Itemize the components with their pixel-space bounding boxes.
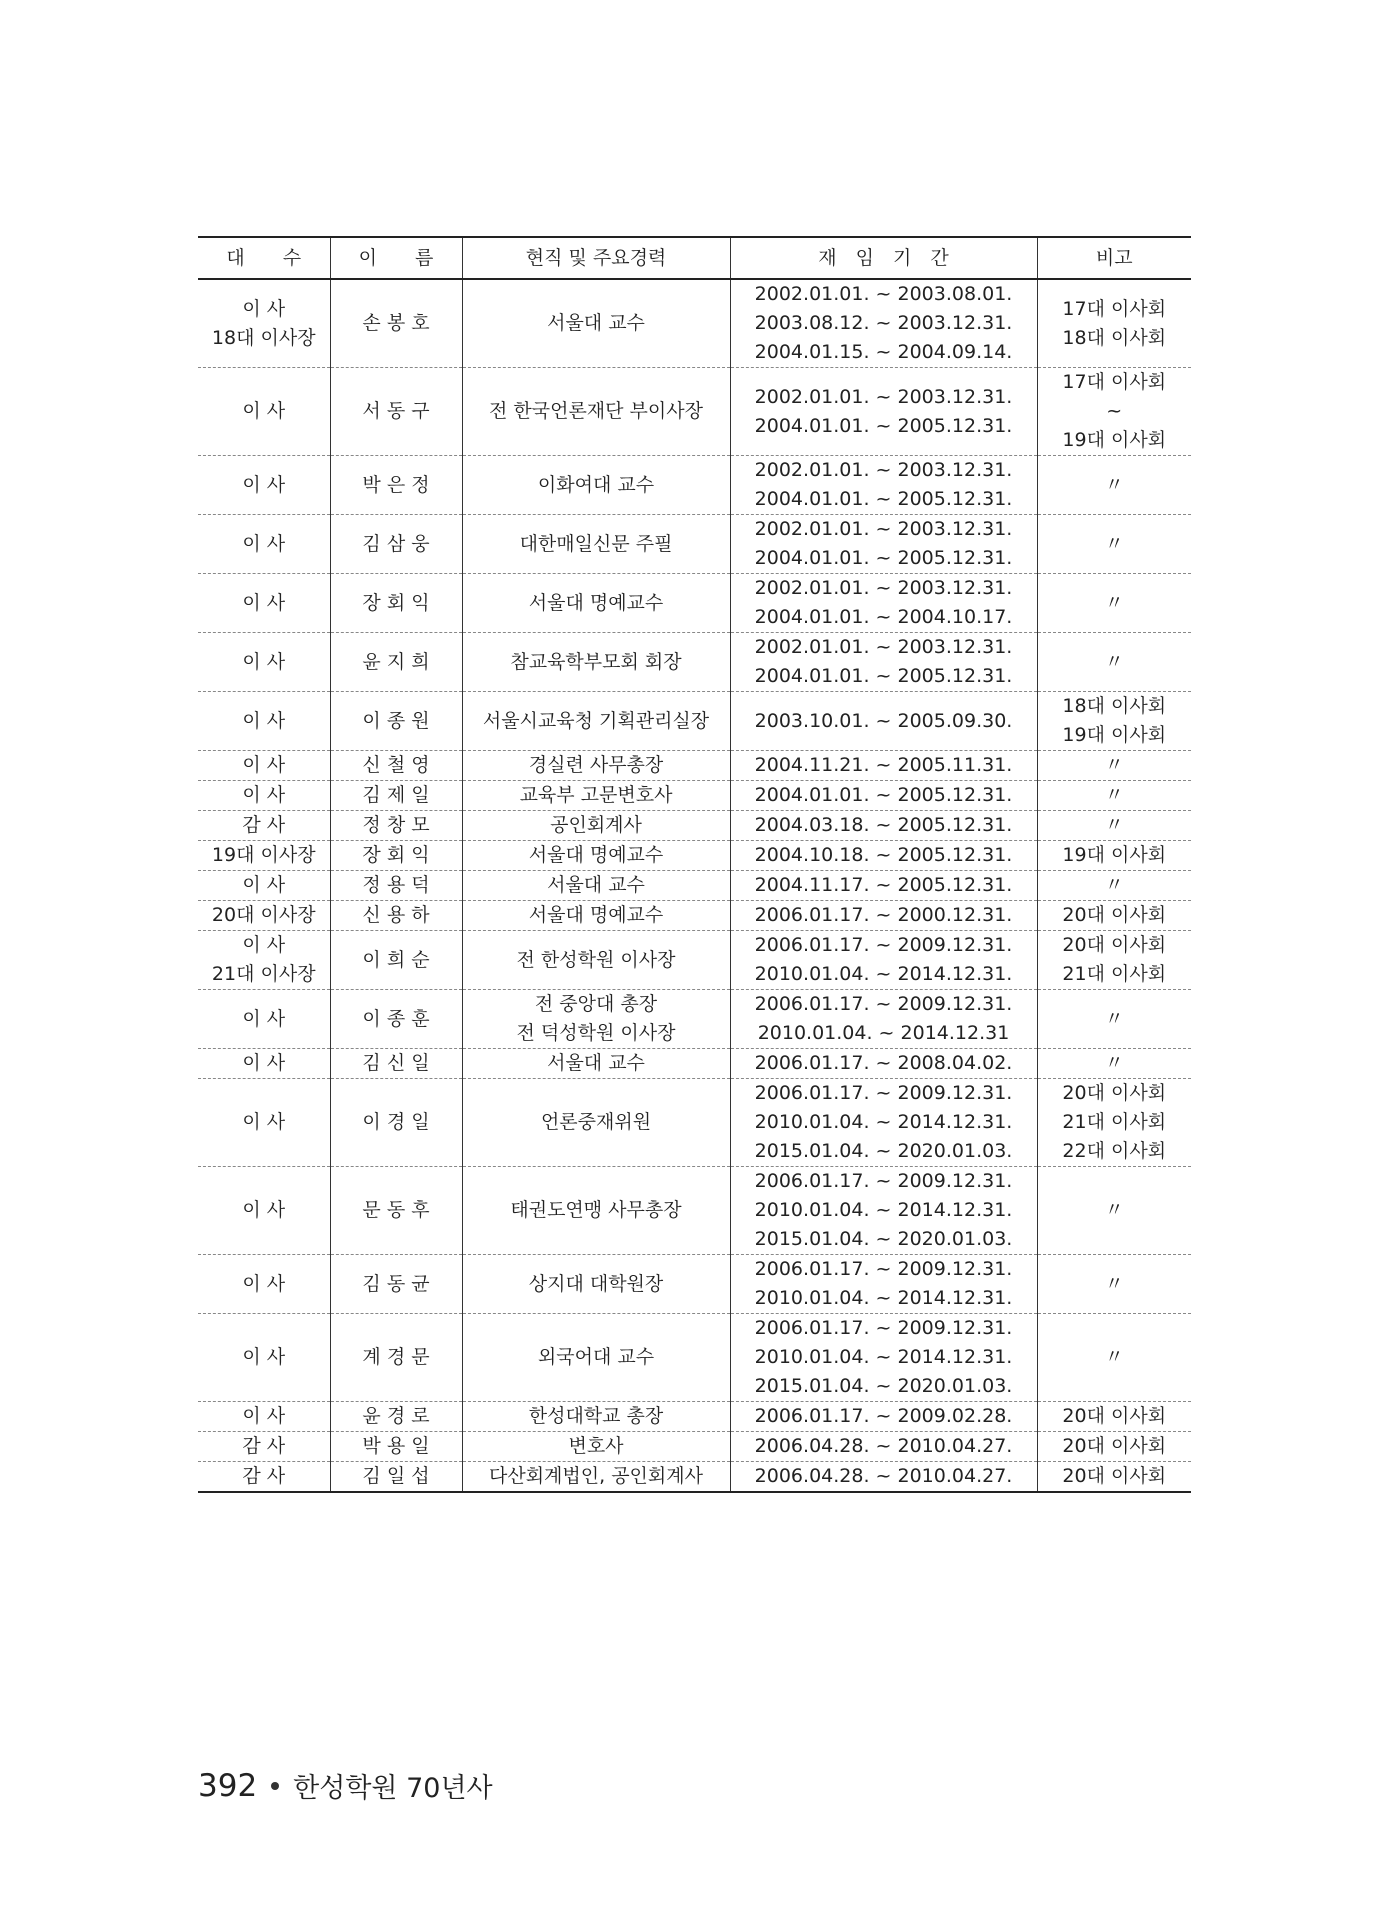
career-cell-line: 상지대 대학원장 xyxy=(528,1272,664,1295)
note-cell-line: 19대 이사회 xyxy=(1062,724,1167,746)
name-cell xyxy=(330,1402,462,1432)
career-cell-line: 서울대 교수 xyxy=(547,874,645,896)
rank-cell-line: 이 사 xyxy=(242,1199,286,1221)
note-cell-line: 22대 이사회 xyxy=(1062,1140,1167,1162)
career-cell-line: 공인회계사 xyxy=(550,814,642,836)
rank-cell-line: 이 사 xyxy=(242,709,286,732)
period-cell-line: 2003.10.01. ~ 2005.09.30. xyxy=(754,709,1013,732)
rank-cell xyxy=(198,781,330,811)
rank-cell-line: 이 사 xyxy=(242,400,286,422)
note-cell-line: 21대 이사회 xyxy=(1062,1111,1167,1133)
note-cell-line: 20대 이사회 xyxy=(1062,1435,1167,1457)
career-cell xyxy=(462,871,730,901)
name-cell-line: 박 용 일 xyxy=(362,1435,430,1457)
rank-cell-line: 이 사 xyxy=(242,532,286,555)
career-cell xyxy=(462,811,730,841)
note-cell xyxy=(1037,633,1191,692)
period-cell-line: 2004.01.01. ~ 2005.12.31. xyxy=(754,784,1013,806)
name-cell-line: 신 철 영 xyxy=(362,754,430,776)
note-cell-line: 〃 xyxy=(1104,1052,1124,1074)
period-cell-line: 2004.11.17. ~ 2005.12.31. xyxy=(754,874,1013,896)
rank-cell-line: 이 사 xyxy=(242,473,286,496)
career-cell-line: 이화여대 교수 xyxy=(537,473,655,496)
rank-cell-line: 19대 이사장 xyxy=(211,844,316,866)
name-cell xyxy=(330,1049,462,1079)
note-cell-line: 〃 xyxy=(1104,784,1124,806)
period-cell-line: 2004.01.01. ~ 2005.12.31. xyxy=(754,547,1013,569)
note-cell-line: 19대 이사회 xyxy=(1062,429,1167,451)
note-cell-line: 20대 이사회 xyxy=(1062,904,1167,926)
name-cell-line: 김 일 섭 xyxy=(362,1465,430,1487)
note-cell xyxy=(1037,781,1191,811)
note-cell-line: 〃 xyxy=(1104,1199,1124,1221)
name-cell xyxy=(330,1432,462,1462)
period-cell-line: 2006.01.17. ~ 2000.12.31. xyxy=(754,904,1013,926)
table-row xyxy=(198,1255,1191,1314)
name-cell-line: 정 창 모 xyxy=(362,814,430,836)
table-row xyxy=(198,574,1191,633)
table-row xyxy=(198,751,1191,781)
board-members-table xyxy=(198,236,1191,1493)
table-header xyxy=(198,237,1191,279)
name-cell xyxy=(330,990,462,1049)
name-cell-line: 윤 경 로 xyxy=(362,1405,430,1427)
name-cell xyxy=(330,931,462,990)
note-cell-line: 〃 xyxy=(1104,473,1124,496)
career-cell-line: 서울대 명예교수 xyxy=(528,904,664,926)
name-cell xyxy=(330,368,462,456)
period-cell xyxy=(730,1255,1037,1314)
note-cell xyxy=(1037,1079,1191,1167)
rank-cell-line: 감 사 xyxy=(242,814,286,836)
name-cell xyxy=(330,515,462,574)
rank-cell-line: 이 사 xyxy=(242,591,286,614)
note-cell xyxy=(1037,751,1191,781)
table-row xyxy=(198,456,1191,515)
note-cell xyxy=(1037,1314,1191,1402)
period-cell xyxy=(730,811,1037,841)
note-cell xyxy=(1037,279,1191,368)
name-cell-line: 이 종 훈 xyxy=(362,1007,430,1030)
period-cell-line: 2004.10.18. ~ 2005.12.31. xyxy=(754,844,1013,866)
rank-cell-line: 이 사 xyxy=(242,874,286,896)
period-cell-line: 2015.01.04. ~ 2020.01.03. xyxy=(754,1140,1013,1162)
name-cell-line: 이 희 순 xyxy=(362,948,430,971)
note-cell xyxy=(1037,990,1191,1049)
career-cell-line: 서울대 명예교수 xyxy=(528,844,664,866)
note-cell-line: 20대 이사회 xyxy=(1062,1082,1167,1104)
career-cell xyxy=(462,1314,730,1402)
career-cell-line: 언론중재위원 xyxy=(540,1111,652,1133)
period-cell-line: 2006.01.17. ~ 2009.12.31. xyxy=(754,1082,1013,1104)
note-cell-line: 18대 이사회 xyxy=(1062,326,1167,349)
rank-cell xyxy=(198,1462,330,1493)
rank-cell xyxy=(198,751,330,781)
note-cell-line: 17대 이사회 xyxy=(1062,297,1167,320)
rank-cell-line: 감 사 xyxy=(242,1465,286,1487)
rank-cell xyxy=(198,990,330,1049)
rank-cell-line: 이 사 xyxy=(242,934,286,956)
career-cell-line: 서울대 교수 xyxy=(547,312,645,334)
period-cell-line: 2002.01.01. ~ 2003.12.31. xyxy=(754,385,1013,408)
name-cell xyxy=(330,1462,462,1493)
table-row xyxy=(198,1079,1191,1167)
career-cell xyxy=(462,456,730,515)
career-cell xyxy=(462,1462,730,1493)
period-cell xyxy=(730,1049,1037,1079)
name-cell xyxy=(330,456,462,515)
period-cell-line: 2004.03.18. ~ 2005.12.31. xyxy=(754,814,1013,836)
note-cell-line: 〃 xyxy=(1104,1272,1124,1295)
career-cell-line: 전 덕성학원 이사장 xyxy=(516,1022,676,1044)
note-cell-line: 〃 xyxy=(1104,1007,1124,1030)
career-cell xyxy=(462,279,730,368)
career-cell xyxy=(462,781,730,811)
period-cell-line: 2004.01.01. ~ 2005.12.31. xyxy=(754,414,1013,437)
name-cell-line: 문 동 후 xyxy=(362,1199,430,1221)
note-cell-line: 17대 이사회 xyxy=(1062,371,1167,393)
header-period: 재 임 기 간 xyxy=(730,237,1037,279)
bullet-icon xyxy=(271,1782,279,1790)
rank-cell xyxy=(198,1402,330,1432)
rank-cell xyxy=(198,901,330,931)
header-row xyxy=(198,237,1191,279)
note-cell xyxy=(1037,1432,1191,1462)
book-title: 한성학원 70년사 xyxy=(293,1773,493,1804)
career-cell xyxy=(462,692,730,751)
name-cell xyxy=(330,811,462,841)
table-row xyxy=(198,931,1191,990)
period-cell-line: 2010.01.04. ~ 2014.12.31. xyxy=(754,1111,1013,1133)
note-cell xyxy=(1037,456,1191,515)
rank-cell-line: 이 사 xyxy=(242,1272,286,1295)
period-cell xyxy=(730,781,1037,811)
career-cell-line: 외국어대 교수 xyxy=(537,1346,655,1368)
name-cell xyxy=(330,1079,462,1167)
period-cell-line: 2006.01.17. ~ 2009.12.31. xyxy=(754,934,1013,956)
career-cell-line: 참교육학부모회 회장 xyxy=(510,650,682,673)
name-cell xyxy=(330,871,462,901)
rank-cell xyxy=(198,574,330,633)
note-cell xyxy=(1037,1049,1191,1079)
career-cell-line: 태권도연맹 사무총장 xyxy=(510,1199,682,1221)
rank-cell xyxy=(198,811,330,841)
period-cell-line: 2002.01.01. ~ 2003.12.31. xyxy=(754,459,1013,481)
period-cell xyxy=(730,990,1037,1049)
period-cell-line: 2010.01.04. ~ 2014.12.31. xyxy=(754,1346,1013,1368)
period-cell-line: 2006.01.17. ~ 2009.12.31. xyxy=(754,1317,1013,1339)
name-cell-line: 박 은 정 xyxy=(362,473,430,496)
rank-cell xyxy=(198,1432,330,1462)
header-dae: 대 수 xyxy=(198,237,330,279)
name-cell xyxy=(330,1314,462,1402)
note-cell-line: 21대 이사회 xyxy=(1062,963,1167,985)
name-cell-line: 이 경 일 xyxy=(362,1111,430,1133)
table-row xyxy=(198,871,1191,901)
note-cell-line: 〃 xyxy=(1104,814,1124,836)
period-cell-line: 2010.01.04. ~ 2014.12.31. xyxy=(754,963,1013,985)
career-cell xyxy=(462,990,730,1049)
career-cell-line: 경실련 사무총장 xyxy=(528,754,664,776)
note-cell-line: 〃 xyxy=(1104,754,1124,776)
period-cell xyxy=(730,841,1037,871)
career-cell xyxy=(462,515,730,574)
table-row xyxy=(198,1402,1191,1432)
name-cell xyxy=(330,841,462,871)
note-cell-line: 〃 xyxy=(1104,1346,1124,1368)
table-row xyxy=(198,1167,1191,1255)
note-cell-line: 20대 이사회 xyxy=(1062,1465,1167,1487)
period-cell-line: 2004.11.21. ~ 2005.11.31. xyxy=(754,754,1013,776)
rank-cell-line: 18대 이사장 xyxy=(211,326,316,349)
table-row xyxy=(198,811,1191,841)
rank-cell xyxy=(198,515,330,574)
career-cell xyxy=(462,1255,730,1314)
note-cell xyxy=(1037,901,1191,931)
period-cell xyxy=(730,1462,1037,1493)
table-row xyxy=(198,1049,1191,1079)
career-cell-line: 전 한국언론재단 부이사장 xyxy=(489,400,703,422)
page-number: 392 xyxy=(198,1767,258,1804)
name-cell-line: 손 봉 호 xyxy=(362,312,430,334)
career-cell xyxy=(462,368,730,456)
career-cell xyxy=(462,574,730,633)
period-cell xyxy=(730,1079,1037,1167)
rank-cell xyxy=(198,692,330,751)
note-cell-line: 18대 이사회 xyxy=(1062,695,1167,717)
period-cell xyxy=(730,515,1037,574)
career-cell xyxy=(462,1432,730,1462)
period-cell xyxy=(730,574,1037,633)
period-cell-line: 2002.01.01. ~ 2003.12.31. xyxy=(754,636,1013,658)
note-cell-line: 〃 xyxy=(1104,874,1124,896)
period-cell xyxy=(730,692,1037,751)
rank-cell-line: 이 사 xyxy=(242,650,286,673)
note-cell xyxy=(1037,1167,1191,1255)
period-cell-line: 2004.01.01. ~ 2005.12.31. xyxy=(754,665,1013,687)
period-cell xyxy=(730,871,1037,901)
career-cell-line: 한성대학교 총장 xyxy=(528,1405,664,1427)
period-cell-line: 2006.01.17. ~ 2008.04.02. xyxy=(754,1052,1013,1074)
name-cell-line: 장 회 익 xyxy=(362,844,430,866)
career-cell-line: 서울대 교수 xyxy=(547,1052,645,1074)
period-cell-line: 2002.01.01. ~ 2003.12.31. xyxy=(754,518,1013,540)
period-cell xyxy=(730,368,1037,456)
career-cell-line: 다산회계법인, 공인회계사 xyxy=(489,1465,703,1487)
name-cell xyxy=(330,1167,462,1255)
rank-cell xyxy=(198,633,330,692)
rank-cell-line: 이 사 xyxy=(242,1405,286,1427)
rank-cell xyxy=(198,1049,330,1079)
rank-cell-line: 21대 이사장 xyxy=(211,963,316,985)
rank-cell xyxy=(198,1167,330,1255)
period-cell xyxy=(730,456,1037,515)
period-cell-line: 2006.04.28. ~ 2010.04.27. xyxy=(754,1435,1013,1457)
name-cell-line: 계 경 문 xyxy=(362,1346,430,1368)
name-cell xyxy=(330,574,462,633)
rank-cell xyxy=(198,368,330,456)
career-cell xyxy=(462,931,730,990)
rank-cell xyxy=(198,931,330,990)
table-row xyxy=(198,901,1191,931)
table-body xyxy=(198,279,1191,1492)
period-cell-line: 2006.01.17. ~ 2009.02.28. xyxy=(754,1405,1013,1427)
period-cell-line: 2010.01.04. ~ 2014.12.31 xyxy=(757,1022,1010,1044)
period-cell xyxy=(730,633,1037,692)
career-cell xyxy=(462,841,730,871)
table-row xyxy=(198,990,1191,1049)
career-cell xyxy=(462,1079,730,1167)
name-cell-line: 정 용 덕 xyxy=(362,874,430,896)
period-cell-line: 2002.01.01. ~ 2003.08.01. xyxy=(754,283,1013,305)
note-cell xyxy=(1037,574,1191,633)
table-row xyxy=(198,279,1191,368)
period-cell-line: 2015.01.04. ~ 2020.01.03. xyxy=(754,1375,1013,1397)
period-cell xyxy=(730,1432,1037,1462)
note-cell xyxy=(1037,1462,1191,1493)
period-cell-line: 2015.01.04. ~ 2020.01.03. xyxy=(754,1228,1013,1250)
career-cell-line: 서울대 명예교수 xyxy=(528,591,664,614)
name-cell-line: 김 신 일 xyxy=(362,1052,430,1074)
rank-cell xyxy=(198,1079,330,1167)
name-cell xyxy=(330,901,462,931)
career-cell xyxy=(462,1049,730,1079)
note-cell xyxy=(1037,841,1191,871)
career-cell xyxy=(462,901,730,931)
note-cell-line: 20대 이사회 xyxy=(1062,934,1167,956)
career-cell-line: 전 한성학원 이사장 xyxy=(516,948,676,971)
period-cell-line: 2003.08.12. ~ 2003.12.31. xyxy=(754,312,1013,334)
name-cell-line: 장 회 익 xyxy=(362,591,430,614)
table-row xyxy=(198,1462,1191,1493)
period-cell-line: 2002.01.01. ~ 2003.12.31. xyxy=(754,577,1013,599)
table-row xyxy=(198,1432,1191,1462)
rank-cell-line: 이 사 xyxy=(242,754,286,776)
header-career: 현직 및 주요경력 xyxy=(462,237,730,279)
table-row xyxy=(198,781,1191,811)
rank-cell-line: 이 사 xyxy=(242,1346,286,1368)
period-cell-line: 2004.01.01. ~ 2004.10.17. xyxy=(754,606,1013,628)
name-cell xyxy=(330,1255,462,1314)
note-cell xyxy=(1037,692,1191,751)
period-cell xyxy=(730,1167,1037,1255)
rank-cell-line: 이 사 xyxy=(242,1052,286,1074)
note-cell xyxy=(1037,931,1191,990)
table-row xyxy=(198,692,1191,751)
rank-cell-line: 이 사 xyxy=(242,1007,286,1030)
rank-cell-line: 이 사 xyxy=(242,297,286,320)
period-cell-line: 2006.01.17. ~ 2009.12.31. xyxy=(754,1170,1013,1192)
name-cell-line: 윤 지 희 xyxy=(362,650,430,673)
rank-cell xyxy=(198,1314,330,1402)
table-row xyxy=(198,368,1191,456)
name-cell xyxy=(330,751,462,781)
career-cell xyxy=(462,751,730,781)
note-cell xyxy=(1037,871,1191,901)
rank-cell xyxy=(198,841,330,871)
period-cell-line: 2006.01.17. ~ 2009.12.31. xyxy=(754,1258,1013,1280)
note-cell xyxy=(1037,368,1191,456)
table-row xyxy=(198,841,1191,871)
period-cell-line: 2006.04.28. ~ 2010.04.27. xyxy=(754,1465,1013,1487)
rank-cell xyxy=(198,456,330,515)
period-cell xyxy=(730,279,1037,368)
career-cell xyxy=(462,633,730,692)
period-cell-line: 2010.01.04. ~ 2014.12.31. xyxy=(754,1199,1013,1221)
rank-cell xyxy=(198,279,330,368)
period-cell-line: 2004.01.01. ~ 2005.12.31. xyxy=(754,488,1013,510)
name-cell xyxy=(330,781,462,811)
career-cell-line: 변호사 xyxy=(568,1435,624,1457)
rank-cell xyxy=(198,1255,330,1314)
career-cell-line: 교육부 고문변호사 xyxy=(519,784,673,806)
rank-cell-line: 20대 이사장 xyxy=(211,904,316,926)
name-cell-line: 김 제 일 xyxy=(362,784,430,806)
name-cell-line: 서 동 구 xyxy=(362,400,430,422)
name-cell-line: 이 종 원 xyxy=(362,709,430,732)
page-footer xyxy=(198,1766,493,1805)
career-cell xyxy=(462,1402,730,1432)
period-cell xyxy=(730,1314,1037,1402)
period-cell xyxy=(730,901,1037,931)
period-cell xyxy=(730,931,1037,990)
name-cell-line: 김 동 균 xyxy=(362,1272,430,1295)
period-cell-line: 2006.01.17. ~ 2009.12.31. xyxy=(754,993,1013,1015)
name-cell xyxy=(330,692,462,751)
note-cell-line: 〃 xyxy=(1104,532,1124,555)
rank-cell-line: 이 사 xyxy=(242,784,286,806)
note-cell xyxy=(1037,811,1191,841)
table-row xyxy=(198,1314,1191,1402)
career-cell xyxy=(462,1167,730,1255)
period-cell xyxy=(730,1402,1037,1432)
period-cell-line: 2010.01.04. ~ 2014.12.31. xyxy=(754,1287,1013,1309)
career-cell-line: 대한매일신문 주필 xyxy=(519,532,673,555)
note-cell xyxy=(1037,1402,1191,1432)
rank-cell xyxy=(198,871,330,901)
name-cell xyxy=(330,279,462,368)
table-row xyxy=(198,633,1191,692)
rank-cell-line: 이 사 xyxy=(242,1111,286,1133)
note-cell-line: 19대 이사회 xyxy=(1062,844,1167,866)
name-cell-line: 신 용 하 xyxy=(362,904,430,926)
note-cell-line: ~ xyxy=(1106,400,1123,422)
name-cell-line: 김 삼 웅 xyxy=(362,532,430,555)
career-cell-line: 전 중앙대 총장 xyxy=(534,993,658,1015)
career-cell-line: 서울시교육청 기획관리실장 xyxy=(482,709,710,732)
table-row xyxy=(198,515,1191,574)
period-cell xyxy=(730,751,1037,781)
note-cell xyxy=(1037,515,1191,574)
note-cell-line: 20대 이사회 xyxy=(1062,1405,1167,1427)
name-cell xyxy=(330,633,462,692)
note-cell-line: 〃 xyxy=(1104,591,1124,614)
header-note: 비고 xyxy=(1037,237,1191,279)
header-name: 이 름 xyxy=(330,237,462,279)
note-cell xyxy=(1037,1255,1191,1314)
rank-cell-line: 감 사 xyxy=(242,1435,286,1457)
note-cell-line: 〃 xyxy=(1104,650,1124,673)
period-cell-line: 2004.01.15. ~ 2004.09.14. xyxy=(754,341,1013,363)
